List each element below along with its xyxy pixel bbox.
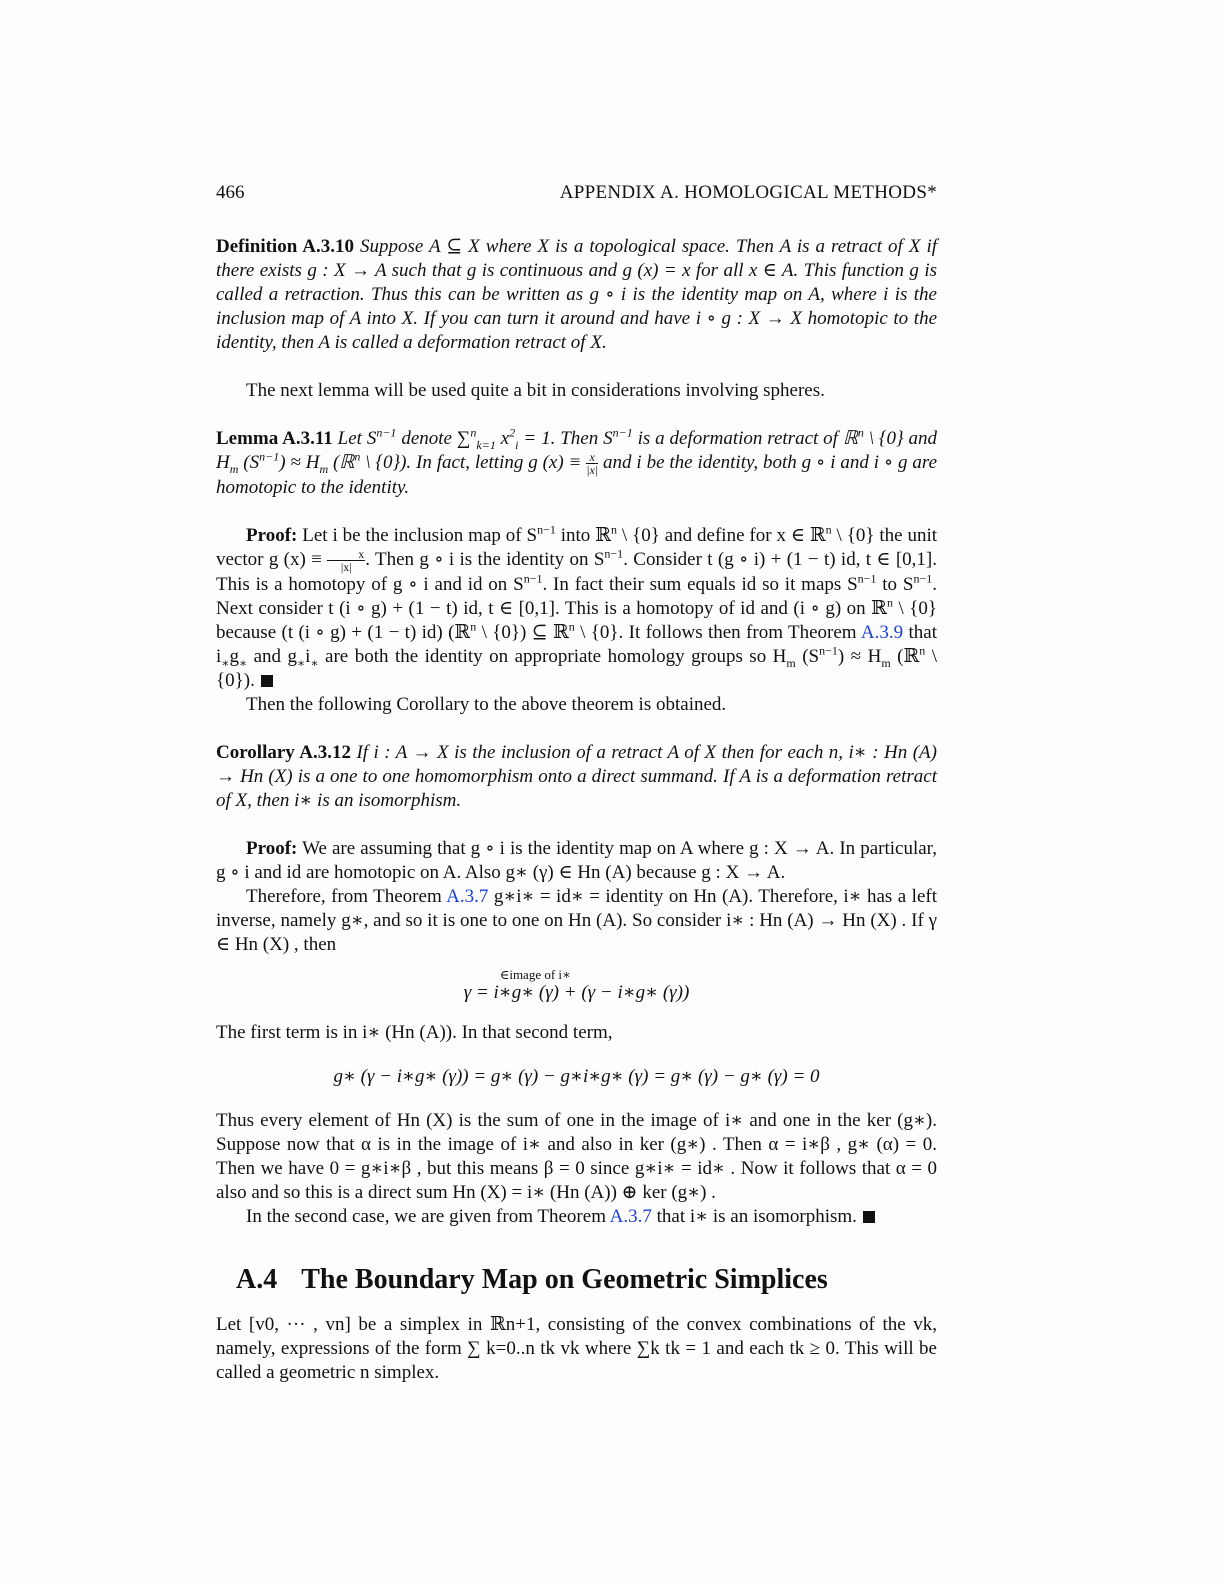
section-number: A.4 xyxy=(236,1264,278,1296)
paragraph: Therefore, from Theorem A.3.7 g∗i∗ = id∗ = identity on Hn (A). Therefore, i∗ has a left inverse, namely g∗, and so it is one to one on Hn (A). So consider i∗ : Hn (A) → Hn (X) . If γ ∈ Hn (X) , then xyxy=(216,886,937,956)
equation: γ = i∗g∗ (γ) + (γ − i∗g∗ (γ)) xyxy=(463,982,690,1004)
qed-square-icon xyxy=(863,1211,875,1223)
theorem-link[interactable]: A.3.7 xyxy=(446,886,489,908)
fraction: $\frac{x}{|x|}$ xyxy=(327,548,365,573)
corollary-label: Corollary A.3.12 xyxy=(216,742,351,764)
proof-block xyxy=(216,837,937,885)
overset-annotation: ∈image of i∗ xyxy=(499,967,571,983)
display-equation xyxy=(216,967,937,1005)
theorem-link[interactable]: A.3.7 xyxy=(609,1206,652,1228)
paragraph: In the second case, we are given from Theorem A.3.7 that i∗ is an isomorphism. xyxy=(216,1205,937,1229)
page-content xyxy=(216,181,937,1409)
lemma-label: Lemma A.3.11 xyxy=(216,428,333,449)
theorem-link[interactable]: A.3.9 xyxy=(860,622,904,644)
qed-square-icon xyxy=(261,675,273,687)
proof-text: We are assuming that g ∘ i is the identity map on A where g : X → A. In particular, g ∘ i and id are homotopic on A. Also g∗ (γ) ∈ Hn (A) because g : X → A. xyxy=(216,838,937,884)
proof-text: Let i be the inclusion map of $S^{n-1}$ into ℝ$^n$ \ {0} and define for x ∈ ℝ$^n$ \ {0} the unit vector g (x) ≡ $\frac{x}{|x|}$. Then g ∘ i is the identity on $S^{n-1}$. Consider t (g ∘ i) + (1 − t) id, t ∈ [0,1]. This is a homotopy of g ∘ i and id on $S^{n-1}$. In fact their sum equals id so it maps $S^{n-1}$ to $S^{n-1}$. Next consider t (i ∘ g) + (1 − t) id, t ∈ [0,1]. This is a homotopy of id and (i ∘ g) on ℝ$^n$ \ {0} because (t (i ∘ g) + (1 − t) id) (ℝ$^n$ \ {0}) ⊆ ℝ$^n$ \ {0}. It follows then from Theorem A.3.9 that $i_∗g_∗$ and $g_∗i_∗$ are both the identity on appropriate homology groups so $H_m$ $(S^{n-1}) \approx H_m$ (ℝ$^n$ \ {0}). xyxy=(216,522,938,692)
running-header xyxy=(216,181,937,205)
paragraph: Thus every element of Hn (X) is the sum of one in the image of i∗ and one in the ker (g∗). Suppose now that α is in the image of i∗ and also in ker (g∗) . Then α = i∗β , g∗ (α) = 0. Then we have 0 = g∗i∗β , but this means β = 0 since g∗i∗ = id∗ . Now it follows that α = 0 also and so this is a direct sum Hn (X) = i∗ (Hn (A)) ⊕ ker (g∗) . xyxy=(216,1110,937,1204)
section-title: The Boundary Map on Geometric Simplices xyxy=(301,1264,828,1296)
running-title: APPENDIX A. HOMOLOGICAL METHODS* xyxy=(559,182,937,203)
paragraph: The next lemma will be used quite a bit in considerations involving spheres. xyxy=(246,380,825,401)
definition-label: Definition A.3.10 xyxy=(216,236,354,257)
page-number: 466 xyxy=(216,182,245,203)
lemma-text: Let $S^{n-1}$ denote ∑$^n_{k=1}$ $x^2_i = 1$. Then $S^{n-1}$ is a deformation retract of ℝ$^n$ \ {0} and $H_m$ $(S^{n-1}) \approx H_m$ (ℝ$^n$ \ {0}). In fact, letting g (x) ≡ $\frac{x}{|x|}$ and i be the identity, both g ∘ i and i ∘ g are homotopic to the identity. xyxy=(216,425,938,499)
paragraph: Let [v0, ··· , vn] be a simplex in ℝn+1, consisting of the convex combinations of the vk, namely, expressions of the form ∑ k=0..n tk vk where ∑k tk = 1 and each tk ≥ 0. This will be called a geometric n simplex. xyxy=(216,1314,937,1384)
lemma-block xyxy=(216,427,937,500)
fraction: $\frac{x}{|x|}$ xyxy=(586,450,599,478)
definition-block xyxy=(216,235,937,355)
corollary-text: If i : A → X is the inclusion of a retract A of X then for each n, i∗ : Hn (A) → Hn (X) is a one to one homomorphism onto a direct summand. If A is a deformation retract of X, then i∗ is an isomorphism. xyxy=(216,742,937,812)
definition-text: Suppose A ⊆ X where X is a topological space. Then A is a retract of X if there exists g : X → A such that g is continuous and g (x) = x for all x ∈ A. This function g is called a retraction. Thus this can be written as g ∘ i is the identity map on A, where i is the inclusion map of A into X. If you can turn it around and have i ∘ g : X → X homotopic to the identity, then A is called a deformation retract of X. xyxy=(216,236,938,353)
paragraph: Then the following Corollary to the above theorem is obtained. xyxy=(246,694,727,716)
section-heading xyxy=(236,1263,937,1297)
equation: g∗ (γ − i∗g∗ (γ)) = g∗ (γ) − g∗i∗g∗ (γ) = g∗ (γ) − g∗ (γ) = 0 xyxy=(333,1066,820,1088)
proof-block xyxy=(216,524,937,693)
proof-label: Proof: xyxy=(246,525,298,547)
proof-label: Proof: xyxy=(246,838,298,860)
paragraph: The first term is in i∗ (Hn (A)). In that second term, xyxy=(216,1022,613,1044)
display-equation xyxy=(216,1065,937,1089)
corollary-block xyxy=(216,741,937,813)
